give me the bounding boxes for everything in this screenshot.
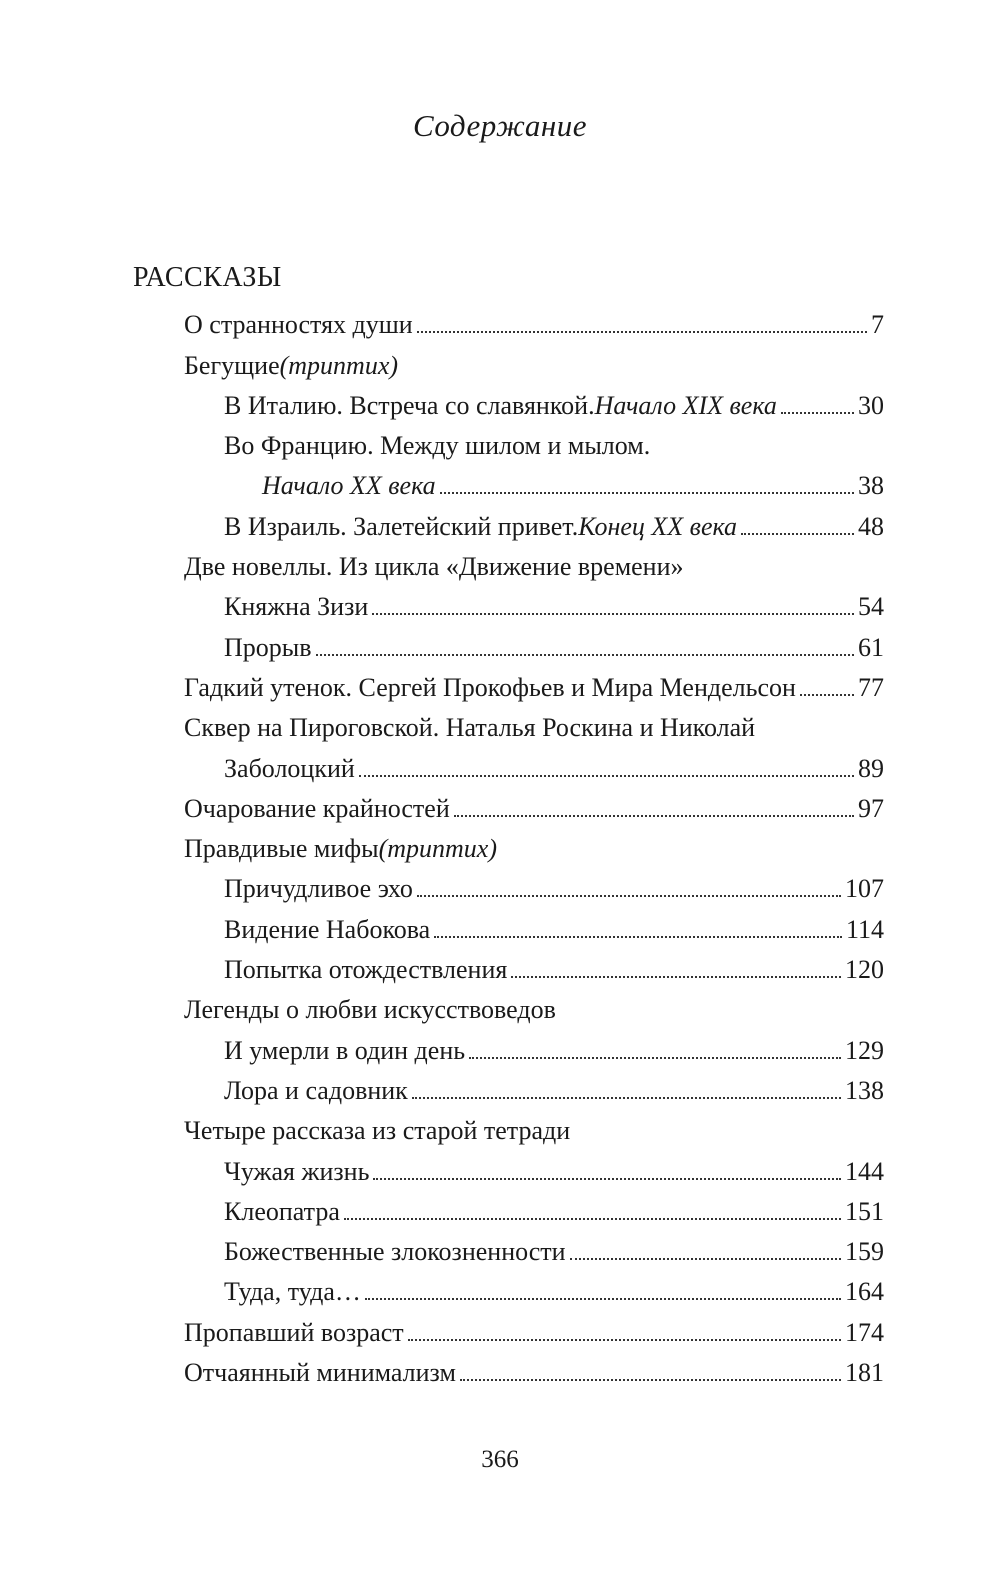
toc-entry[interactable] <box>0 628 1000 668</box>
leader-dots <box>800 694 854 696</box>
toc-entry-page: 144 <box>845 1156 884 1186</box>
toc-entry-page: 159 <box>845 1237 884 1267</box>
toc-entry[interactable] <box>0 991 1000 1031</box>
toc-entry[interactable] <box>0 910 1000 950</box>
toc-entry-page: 77 <box>858 672 884 702</box>
toc-entry[interactable] <box>0 1233 1000 1273</box>
toc-entry[interactable] <box>0 870 1000 910</box>
toc-entry-italic: (триптих) <box>279 350 399 380</box>
toc-entry-title: В Израиль. Залетейский привет. <box>224 511 579 541</box>
toc-entry-title: Туда, туда… <box>224 1277 361 1307</box>
toc-entry-title: Клеопатра <box>224 1196 340 1226</box>
toc-entry-title: Две новеллы. Из цикла «Движение времени» <box>184 552 684 582</box>
toc-entry-page: 61 <box>858 632 884 662</box>
toc-entry[interactable] <box>0 951 1000 991</box>
toc-entry[interactable] <box>0 387 1000 427</box>
toc-entry-page: 97 <box>858 793 884 823</box>
leader-dots <box>469 1057 841 1059</box>
toc-entry[interactable] <box>0 1112 1000 1152</box>
toc-entry-page: 30 <box>858 390 884 420</box>
toc-entry-title: Попытка отождествления <box>224 955 508 985</box>
leader-dots <box>417 331 867 333</box>
toc-entry-page: 54 <box>858 592 884 622</box>
toc-entry-page: 151 <box>845 1196 884 1226</box>
leader-dots <box>741 533 854 535</box>
toc-entry[interactable] <box>0 709 1000 749</box>
toc-entry-page: 7 <box>871 310 884 340</box>
toc-entry[interactable] <box>0 749 1000 789</box>
toc-entry-title: Правдивые мифы <box>184 834 379 864</box>
toc-entry-title: И умерли в один день <box>224 1035 466 1065</box>
toc-entry-page: 181 <box>845 1358 884 1388</box>
toc-entry-page: 174 <box>845 1317 884 1347</box>
section-heading: РАССКАЗЫ <box>133 262 282 293</box>
leader-dots <box>454 815 854 817</box>
toc-entry[interactable] <box>0 1354 1000 1394</box>
toc-entry-title: Божественные злокозненности <box>224 1237 566 1267</box>
toc-entry-title: Отчаянный минимализм <box>184 1358 456 1388</box>
toc-entry-title: Заболоцкий <box>224 753 355 783</box>
leader-dots <box>412 1097 841 1099</box>
toc-entry-italic: Начало XX века <box>262 471 436 501</box>
toc-entry-title: Во Францию. Между шилом и мылом. <box>224 431 651 461</box>
page-number: 366 <box>481 1446 519 1473</box>
toc-entry[interactable] <box>0 427 1000 467</box>
toc-entry-title: Очарование крайностей <box>184 793 450 823</box>
toc-entry-page: 129 <box>845 1035 884 1065</box>
toc-entry[interactable] <box>0 1072 1000 1112</box>
toc-entry[interactable] <box>0 1313 1000 1353</box>
toc-entry-title: Видение Набокова <box>224 914 431 944</box>
toc-entry-title: Бегущие <box>184 350 280 380</box>
toc-entry-title: Гадкий утенок. Сергей Прокофьев и Мира Мендельсон <box>184 672 796 702</box>
leader-dots <box>417 895 841 897</box>
toc-entry[interactable] <box>0 306 1000 346</box>
toc-entry-title: Пропавший возраст <box>184 1317 404 1347</box>
toc-entry[interactable] <box>0 790 1000 830</box>
toc-entry-title: Причудливое эхо <box>224 874 413 904</box>
toc-entry-title: Лора и садовник <box>224 1075 408 1105</box>
toc-entry-page: 114 <box>845 914 884 944</box>
leader-dots <box>511 976 841 978</box>
leader-dots <box>365 1298 841 1300</box>
toc-entry-page: 48 <box>858 511 884 541</box>
leader-dots <box>408 1339 841 1341</box>
toc-entry[interactable] <box>0 1031 1000 1071</box>
leader-dots <box>434 936 842 938</box>
toc-entry-title: Сквер на Пироговской. Наталья Роскина и Николай <box>184 713 756 743</box>
toc-entry-title: Легенды о любви искусствоведов <box>184 995 556 1025</box>
toc-entry-page: 107 <box>845 874 884 904</box>
leader-dots <box>316 654 854 656</box>
leader-dots <box>344 1218 841 1220</box>
toc-entry[interactable] <box>0 588 1000 628</box>
toc-entry[interactable] <box>0 1193 1000 1233</box>
toc-entry-page: 38 <box>858 471 884 501</box>
toc-entry[interactable] <box>0 830 1000 870</box>
leader-dots <box>781 412 854 414</box>
toc-entry[interactable] <box>0 346 1000 386</box>
toc-entry[interactable] <box>0 467 1000 507</box>
toc-entry[interactable] <box>0 1273 1000 1313</box>
toc-entry-title: Княжна Зизи <box>224 592 369 622</box>
leader-dots <box>373 1178 841 1180</box>
toc-entry-page: 164 <box>845 1277 884 1307</box>
leader-dots <box>440 492 854 494</box>
table-of-contents <box>0 306 1000 1394</box>
toc-entry[interactable] <box>0 1152 1000 1192</box>
toc-entry-page: 120 <box>845 955 884 985</box>
toc-entry-page: 138 <box>845 1075 884 1105</box>
toc-entry-title: В Италию. Встреча со славянкой. <box>224 390 595 420</box>
leader-dots <box>372 613 854 615</box>
leader-dots <box>570 1258 841 1260</box>
toc-entry-page: 89 <box>858 753 884 783</box>
toc-entry[interactable] <box>0 507 1000 547</box>
toc-entry[interactable] <box>0 548 1000 588</box>
toc-entry-title: Чужая жизнь <box>224 1156 370 1186</box>
page-title: Содержание <box>412 108 588 143</box>
toc-entry-italic: Начало XIX века <box>594 390 777 420</box>
leader-dots <box>359 775 854 777</box>
toc-entry-title: Четыре рассказа из старой тетради <box>184 1116 571 1146</box>
toc-entry-italic: Конец XX века <box>578 511 738 541</box>
toc-entry-title: Прорыв <box>224 632 312 662</box>
toc-entry-italic: (триптих) <box>378 834 497 864</box>
toc-entry[interactable] <box>0 669 1000 709</box>
leader-dots <box>460 1379 841 1381</box>
toc-entry-title: О странностях души <box>184 310 413 340</box>
